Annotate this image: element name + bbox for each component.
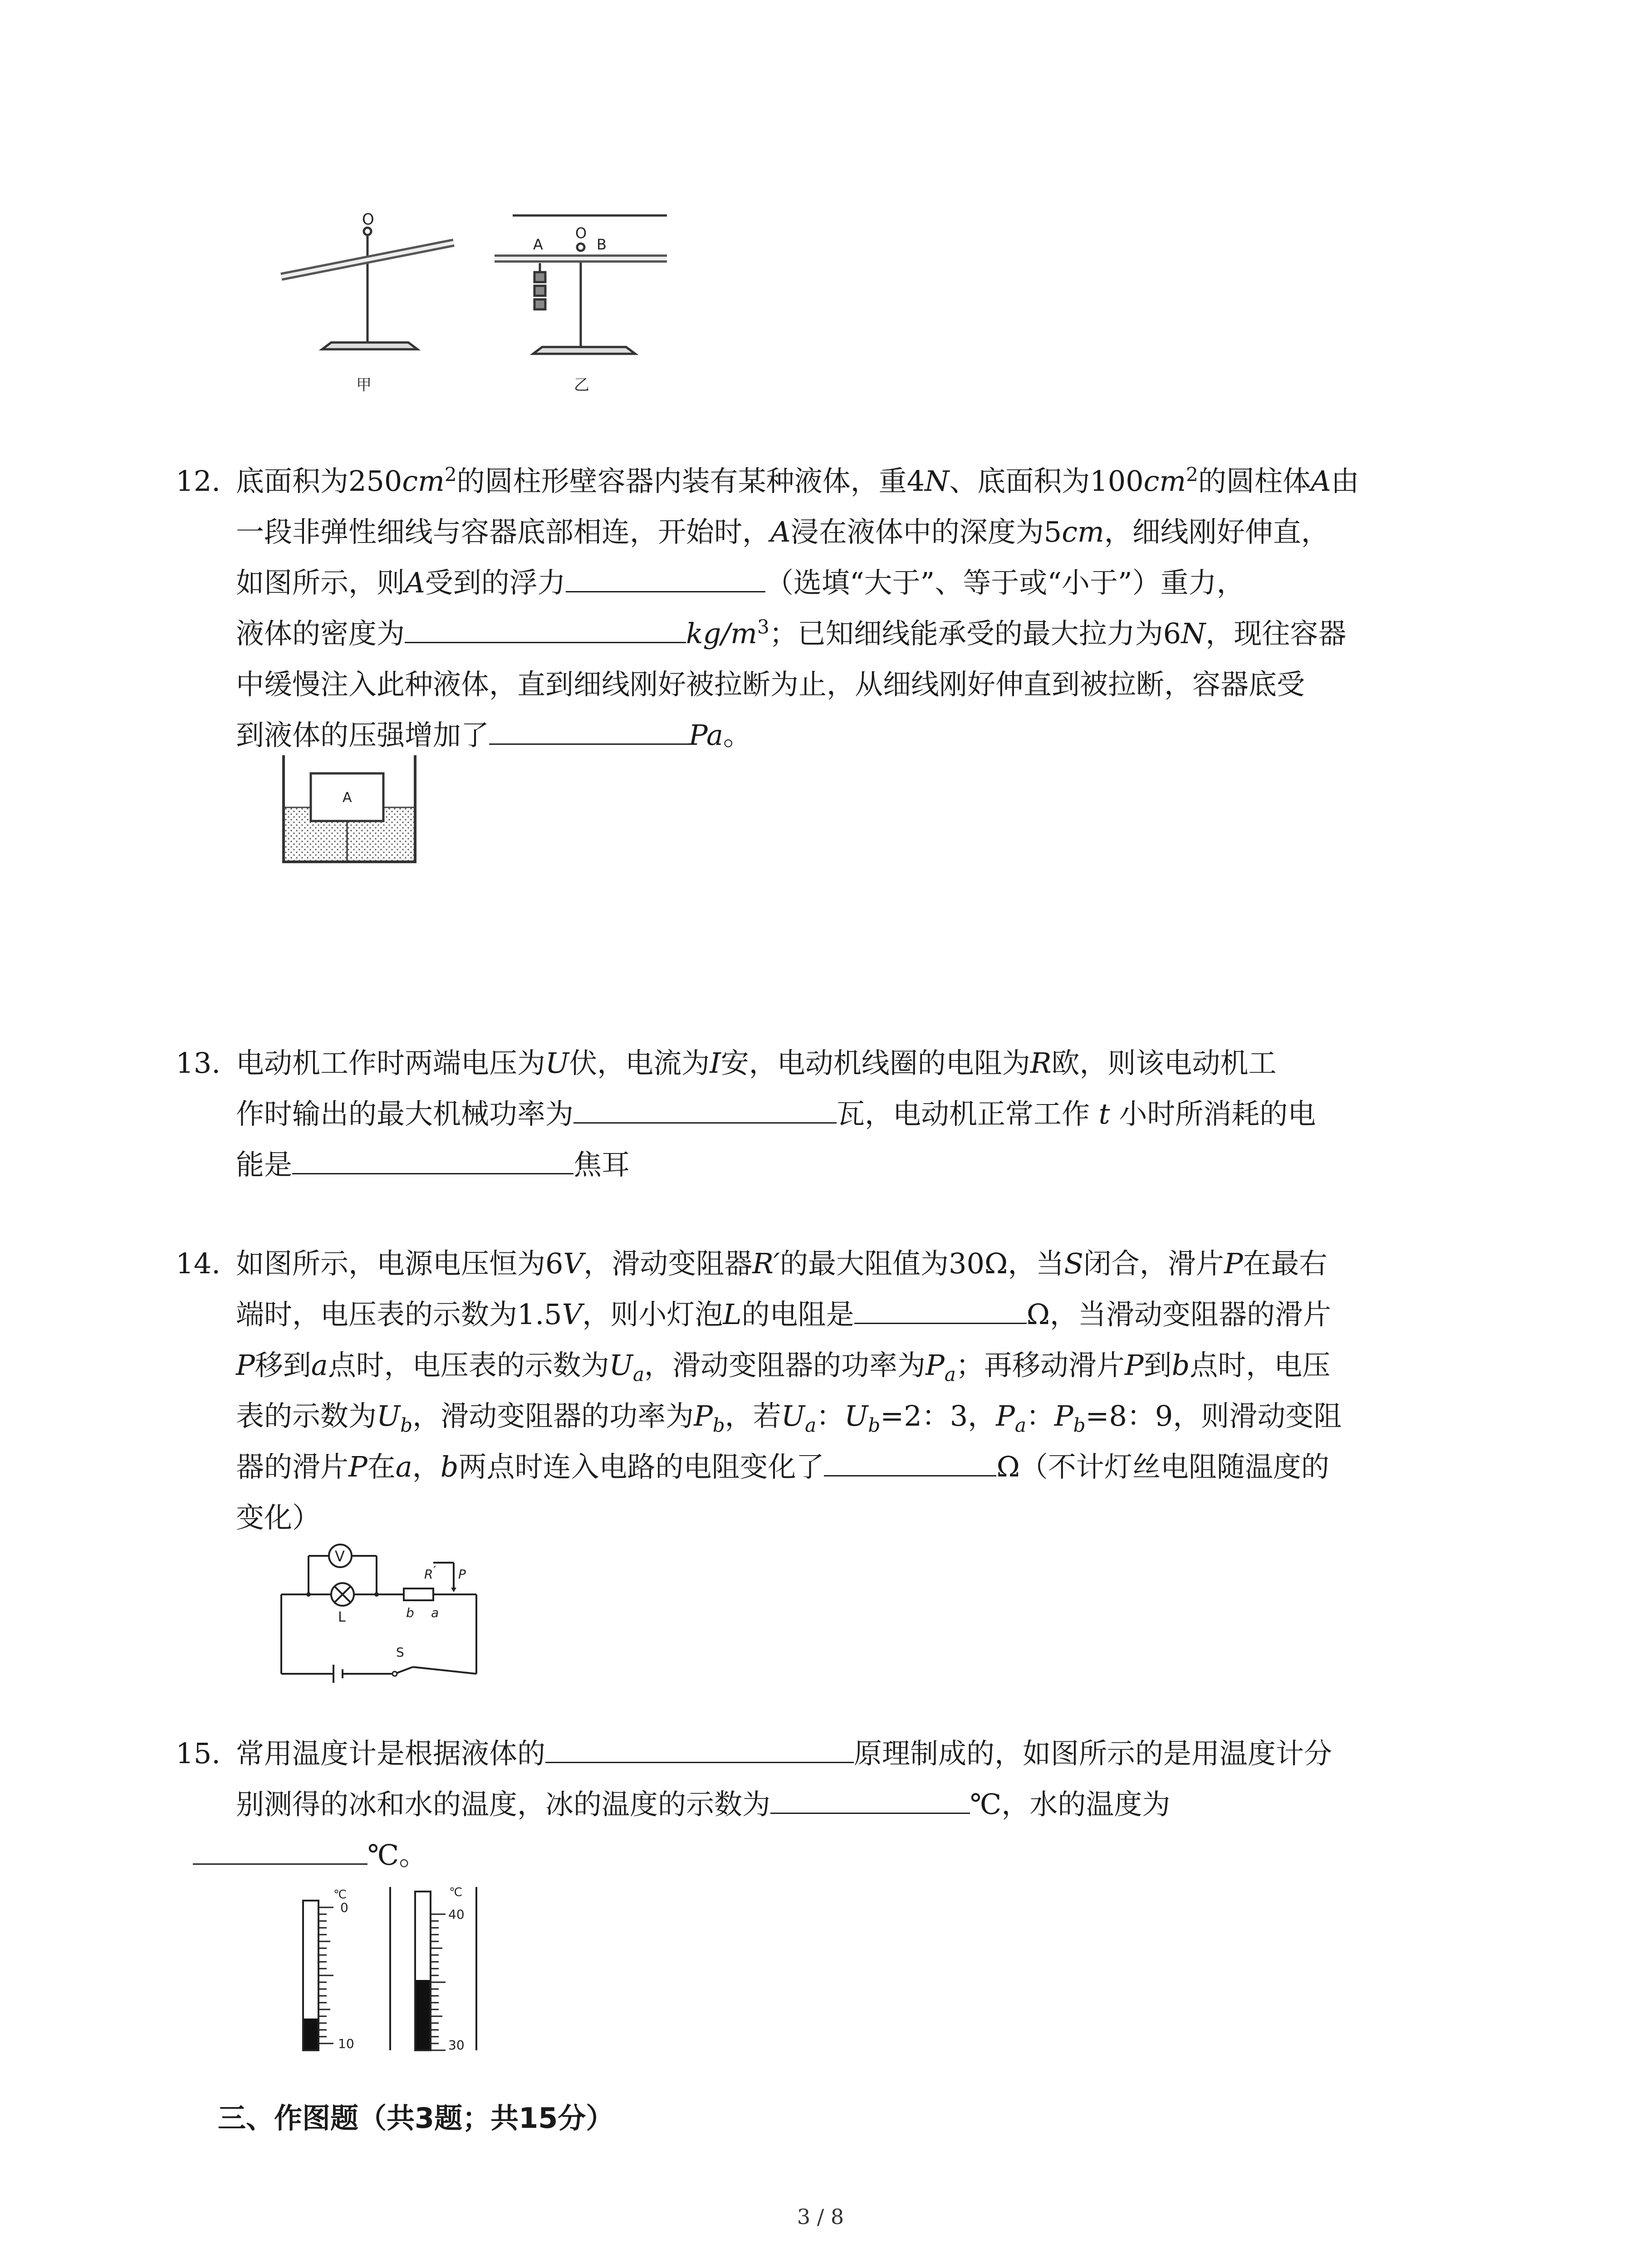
q12-text: 的圆柱形壁容器内装有某种液体，重4: [456, 464, 925, 498]
container-figure: [279, 753, 420, 866]
q12-text: 液体的密度为: [236, 617, 405, 650]
lamp-label: L: [338, 1609, 346, 1625]
answer-blank-resistance-change[interactable]: [824, 1443, 996, 1476]
q14-line-3: [236, 1340, 1452, 1391]
q13-line-1: [236, 1038, 1452, 1089]
q14-line-1: [236, 1238, 1452, 1289]
q12-text: ，现往容器: [1205, 617, 1347, 650]
q14-var: P: [996, 1399, 1015, 1432]
q14-text: ，滑动变阻器的功率为: [412, 1399, 694, 1432]
q14-unit: V: [563, 1247, 584, 1280]
answer-blank-buoyancy[interactable]: [566, 559, 765, 592]
section-heading: 三、作图题（共3题；共15分）: [218, 2102, 614, 2135]
question-12: [176, 456, 1452, 761]
slider-label: P: [458, 1567, 466, 1582]
lever-jia: [281, 228, 454, 349]
q14-sub: a: [805, 1414, 817, 1437]
q14-text: 的最大阻值为30Ω，当: [780, 1247, 1064, 1280]
q14-text: 闭合，滑片: [1083, 1247, 1224, 1280]
q13-text: 伏，电流为: [569, 1046, 710, 1080]
q12-line-3: [236, 557, 1452, 608]
q14-var: P: [236, 1349, 255, 1382]
unit-right: ℃: [449, 1886, 463, 1899]
q12-text: 。: [723, 719, 751, 752]
q14-text: 器的滑片: [236, 1450, 349, 1483]
thermometer-figure: [277, 1882, 490, 2055]
q14-text: 在最右: [1243, 1247, 1327, 1280]
question-14: [176, 1238, 1452, 1543]
q14-sub: b: [868, 1414, 881, 1437]
answer-blank-density[interactable]: [405, 610, 686, 643]
q13-text: 安，电动机线圈的电阻为: [720, 1046, 1030, 1080]
thermometer-water: [415, 1886, 476, 2053]
q14-var: P: [1054, 1399, 1073, 1432]
q14-var: P: [1124, 1349, 1144, 1382]
q14-text: ，则小灯泡: [582, 1298, 723, 1331]
lever-figure: [272, 204, 681, 399]
q13-var: U: [545, 1046, 569, 1080]
q14-sub: a: [632, 1363, 645, 1386]
q14-text: ：: [1026, 1399, 1054, 1432]
q12-text: 底面积为250: [236, 464, 402, 498]
q12-sup: 3: [757, 616, 769, 638]
question-13: [176, 1038, 1452, 1190]
q14-var: a: [395, 1450, 412, 1483]
q14-var: P: [926, 1349, 945, 1382]
question-number: 13.: [176, 1046, 220, 1080]
q13-line-2: [236, 1089, 1452, 1139]
q13-text: 焦耳: [573, 1148, 630, 1181]
q12-sup: 2: [444, 463, 457, 486]
label-o-jia: O: [362, 210, 374, 229]
voltmeter-label: V: [335, 1548, 345, 1565]
q14-text: ，: [412, 1450, 441, 1483]
q14-text: 表的示数为: [236, 1399, 377, 1432]
unit-left: ℃: [333, 1888, 347, 1901]
q14-var: a: [311, 1349, 328, 1382]
q12-text: 到液体的压强增加了: [236, 719, 490, 752]
q12-text: 由: [1331, 464, 1359, 498]
answer-blank-lamp-resistance[interactable]: [854, 1291, 1027, 1324]
q14-var: P: [1224, 1247, 1243, 1280]
q14-text: 变化）: [236, 1501, 321, 1534]
tick-right-top: 40: [448, 1907, 465, 1922]
q15-line-2: [236, 1779, 1452, 1830]
page-number: 3 / 8: [797, 2204, 844, 2229]
q14-text: =8：9，则滑动变阻: [1085, 1399, 1342, 1432]
q14-sub: a: [944, 1363, 956, 1386]
q13-var: R: [1030, 1046, 1052, 1080]
q14-sub: b: [1073, 1414, 1086, 1437]
q14-text: Ω，当滑动变阻器的滑片: [1026, 1298, 1331, 1331]
q14-var: U: [844, 1399, 868, 1432]
caption-yi: 乙: [574, 376, 589, 394]
q13-var: t: [1098, 1097, 1110, 1130]
answer-blank-ice-temp[interactable]: [770, 1781, 970, 1814]
answer-blank-principle[interactable]: [545, 1730, 854, 1763]
point-a-label: a: [431, 1605, 439, 1620]
q14-var: R′: [752, 1247, 780, 1280]
q14-text: 的电阻是: [741, 1298, 854, 1331]
q12-unit: cm: [1062, 515, 1104, 548]
q12-var: A: [405, 566, 425, 599]
q14-var: S: [1064, 1247, 1083, 1280]
rheostat-label: R: [424, 1567, 433, 1582]
q13-text: 欧，则该电动机工: [1051, 1046, 1277, 1080]
q13-text: 作时输出的最大机械功率为: [236, 1097, 574, 1130]
q15-line-1: [236, 1728, 1452, 1779]
q14-sub: a: [1014, 1414, 1026, 1437]
q14-text: ；再移动滑片: [955, 1349, 1125, 1382]
label-b: B: [597, 236, 607, 253]
question-15: [176, 1728, 1452, 1881]
answer-blank-water-temp[interactable]: [193, 1832, 367, 1865]
label-a: A: [533, 236, 543, 253]
q14-text: 如图所示，电源电压恒为6: [236, 1247, 563, 1280]
q14-var: L: [723, 1298, 742, 1331]
q15-text: 原理制成的，如图所示的是用温度计分: [854, 1737, 1332, 1770]
q14-text: 点时，电压: [1190, 1349, 1331, 1382]
q12-line-5: [236, 659, 1452, 710]
q12-unit: cm: [402, 464, 445, 498]
q14-text: 端时，电压表的示数为1.5: [236, 1298, 562, 1331]
q13-text: 电动机工作时两端电压为: [236, 1046, 546, 1080]
q13-text: 瓦，电动机正常工作: [837, 1097, 1090, 1130]
q12-line-4: [236, 608, 1452, 659]
q15-text: ℃，水的温度为: [970, 1788, 1171, 1821]
question-number: 14.: [176, 1247, 220, 1280]
q12-unit: Pa: [689, 719, 723, 752]
q14-text: =2：3，: [880, 1399, 996, 1432]
q12-var: A: [770, 515, 791, 548]
q14-var: b: [440, 1450, 459, 1483]
tick-left-top: 0: [340, 1900, 348, 1915]
q12-var: A: [1310, 464, 1331, 498]
q14-text: 移到: [255, 1349, 311, 1382]
q15-text: ℃。: [367, 1838, 427, 1872]
answer-blank-pressure[interactable]: [489, 712, 689, 745]
q13-text: 小时所消耗的电: [1119, 1097, 1316, 1130]
q14-text: ，滑动变阻器的功率为: [644, 1349, 926, 1382]
q13-var: I: [710, 1046, 721, 1080]
q13-text: 能是: [236, 1148, 293, 1181]
question-number: 15.: [176, 1737, 220, 1770]
q12-text: 、底面积为100: [949, 464, 1144, 498]
q12-text: 一段非弹性细线与容器底部相连，开始时，: [236, 515, 771, 548]
q12-unit: cm: [1143, 464, 1186, 498]
rheostat-prime: ′: [433, 1563, 436, 1578]
q12-unit: kg/m: [686, 617, 757, 650]
q14-text: ，滑动变阻器: [583, 1247, 753, 1280]
q14-text: ：: [816, 1399, 845, 1432]
q12-line-2: [236, 507, 1452, 557]
q14-var: P: [694, 1399, 713, 1432]
q14-text: 到: [1143, 1349, 1172, 1382]
answer-blank-energy[interactable]: [292, 1141, 573, 1174]
q12-text: 受到的浮力: [425, 566, 566, 599]
q12-text: 如图所示，则: [236, 566, 405, 599]
q14-var: U: [609, 1349, 633, 1382]
q12-text: （选填“大于”、等于或“小于”）重力，: [765, 566, 1245, 599]
cylinder-label: A: [343, 790, 352, 806]
q13-line-3: [236, 1139, 1452, 1190]
q14-sub: b: [712, 1414, 725, 1437]
q14-text: 点时，电压表的示数为: [328, 1349, 609, 1382]
q12-sup: 2: [1186, 463, 1198, 486]
q14-line-4: [236, 1391, 1452, 1442]
q14-line-6: [236, 1492, 1452, 1543]
q12-line-1: [236, 456, 1452, 507]
q15-line-3: [193, 1830, 1452, 1881]
q14-sub: b: [400, 1414, 413, 1437]
tick-left-bottom: 10: [338, 2036, 354, 2051]
q14-var: b: [1171, 1349, 1190, 1382]
q15-text: 别测得的冰和水的温度，冰的温度的示数为: [236, 1788, 771, 1821]
q14-text: 在: [367, 1450, 396, 1483]
q14-line-5: [236, 1442, 1452, 1492]
q12-text: ；已知细线能承受的最大拉力为6: [769, 617, 1181, 650]
question-number: 12.: [176, 464, 220, 498]
thermometer-ice: [303, 1887, 390, 2051]
q14-line-2: [236, 1289, 1452, 1340]
q12-unit: N: [1181, 617, 1206, 650]
q12-text: 的圆柱体: [1198, 464, 1311, 498]
q14-var: U: [377, 1399, 401, 1432]
q12-text: 浸在液体中的深度为5: [790, 515, 1062, 548]
caption-jia: 甲: [356, 376, 372, 394]
point-b-label: b: [406, 1605, 414, 1620]
tick-right-bottom: 30: [448, 2038, 465, 2053]
switch-label: S: [396, 1645, 404, 1660]
q14-text: Ω（不计灯丝电阻随温度的: [996, 1450, 1329, 1483]
q14-var: P: [348, 1450, 367, 1483]
q14-text: 两点时连入电路的电阻变化了: [458, 1450, 824, 1483]
circuit-figure: [274, 1538, 488, 1687]
q14-unit: V: [562, 1298, 583, 1331]
q15-text: 常用温度计是根据液体的: [236, 1737, 546, 1770]
answer-blank-power[interactable]: [573, 1090, 837, 1124]
q14-text: ，若: [725, 1399, 781, 1432]
q12-text: ，细线刚好伸直，: [1104, 515, 1329, 548]
q14-var: U: [781, 1399, 805, 1432]
label-o-yi: O: [575, 225, 587, 242]
q12-unit: N: [925, 464, 950, 498]
q12-text: 中缓慢注入此种液体，直到细线刚好被拉断为止，从细线刚好伸直到被拉断，容器底受: [236, 668, 1305, 701]
